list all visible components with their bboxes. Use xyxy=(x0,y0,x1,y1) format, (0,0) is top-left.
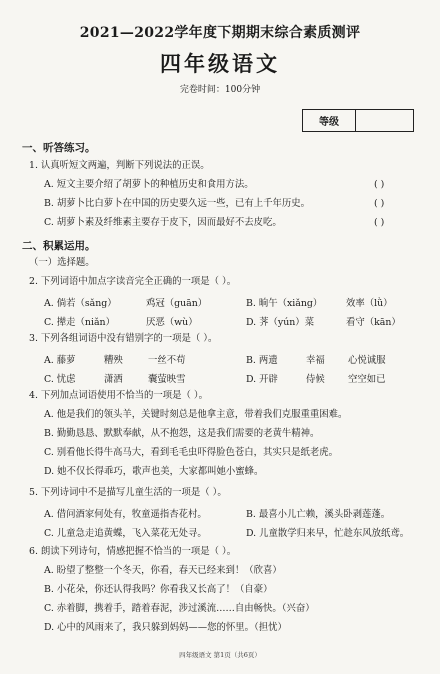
option: B. 两遗 xyxy=(246,355,278,366)
option: A. 盼望了整整一个冬天，你看，春天已经来到！（欣喜） xyxy=(44,565,282,576)
option: 囊萤映雪 xyxy=(148,374,186,385)
option: 幸福 xyxy=(306,355,325,366)
section-title: 一、听答练习。 xyxy=(22,142,96,154)
answer-parentheses: ( ) xyxy=(374,198,385,209)
section-title: 二、积累运用。 xyxy=(22,240,96,252)
statement-item: C. 胡萝卜素及纤维素主要存于皮下，因而最好不去皮吃。 xyxy=(44,217,282,228)
statement-item: B. 胡萝卜比白萝卜在中国的历史要久远一些，已有上千年历史。 xyxy=(44,198,310,209)
option: D. 开辟 xyxy=(246,374,278,385)
option: C. 撵走（niǎn） xyxy=(44,317,115,328)
option: A. 藤萝 xyxy=(44,355,76,366)
question-stem: 5. 下列诗词中不是描写儿童生活的一项是（ ）。 xyxy=(29,487,227,498)
subsection-title: （一）选择题。 xyxy=(29,257,95,268)
option: 鸡冠（guān） xyxy=(146,298,208,309)
option: D. 儿童散学归来早，忙趁东风放纸鸢。 xyxy=(246,528,410,539)
option: 心悦诚服 xyxy=(348,355,386,366)
exam-title: 2021—2022学年度下期期末综合素质测评 xyxy=(79,25,361,41)
grade-blank xyxy=(356,110,413,131)
question-stem: 2. 下列词语中加点字读音完全正确的一项是（ ）。 xyxy=(29,276,237,287)
answer-parentheses: ( ) xyxy=(374,217,385,228)
option: D. 荠（yún）菜 xyxy=(246,317,315,328)
question-stem: 1. 认真听短文两遍，判断下列说法的正误。 xyxy=(29,160,210,171)
option: 糟殃 xyxy=(104,355,123,366)
grade-label: 等级 xyxy=(303,110,356,131)
option: B. 晌午（xiǎng） xyxy=(246,298,323,309)
option: C. 赤着脚，携着手，踏着春泥，涉过溪流……自由畅快。（兴奋） xyxy=(44,603,315,614)
statement-item: A. 短文主要介绍了胡萝卜的种植历史和食用方法。 xyxy=(44,179,254,190)
option: B. 最喜小儿亡赖，溪头卧剥莲蓬。 xyxy=(246,509,391,520)
subject-title: 四年级语文 xyxy=(160,51,280,76)
option: C. 忧虑 xyxy=(44,374,76,385)
option: 效率（lǜ） xyxy=(346,298,393,309)
option: A. 他是我们的领头羊，关键时刻总是他拿主意，带着我们克服重重困难。 xyxy=(44,409,348,420)
question-stem: 4. 下列加点词语使用不恰当的一项是（ ）。 xyxy=(29,390,208,401)
option: B. 勤勤恳恳、默默奉献，从不抱怨，这是我们需要的老黄牛精神。 xyxy=(44,428,320,439)
option: A. 借问酒家何处有，牧童遥指杏花村。 xyxy=(44,509,207,520)
answer-parentheses: ( ) xyxy=(374,179,385,190)
option: 空空如已 xyxy=(348,374,386,385)
question-stem: 3. 下列各组词语中没有错别字的一项是（ ）。 xyxy=(29,333,218,344)
grade-box xyxy=(302,109,414,132)
option: 潇洒 xyxy=(104,374,123,385)
option: A. 倘若（sǎng） xyxy=(44,298,117,309)
option: 侍候 xyxy=(306,374,325,385)
option: C. 别看他长得牛高马大，看到毛毛虫吓得脸色苍白，其实只是纸老虎。 xyxy=(44,447,339,458)
option: D. 她不仅长得乖巧，歌声也美，大家都叫她小蜜蜂。 xyxy=(44,466,264,477)
option: D. 心中的风雨来了，我只躲到妈妈——您的怀里。（担忧） xyxy=(44,622,287,633)
option: 看守（kān） xyxy=(346,317,401,328)
exam-time: 完卷时间：100分钟 xyxy=(179,85,261,95)
question-stem: 6. 朗读下列诗句，情感把握不恰当的一项是（ ）。 xyxy=(29,546,237,557)
option: 一丝不苟 xyxy=(148,355,186,366)
page-footer: 四年级语文 第1页（共6页） xyxy=(179,651,261,659)
option: C. 儿童急走追黄蝶，飞入菜花无处寻。 xyxy=(44,528,207,539)
option: 厌恶（wù） xyxy=(146,317,198,328)
option: B. 小花朵，你还认得我吗？你看我又长高了！（自豪） xyxy=(44,584,273,595)
